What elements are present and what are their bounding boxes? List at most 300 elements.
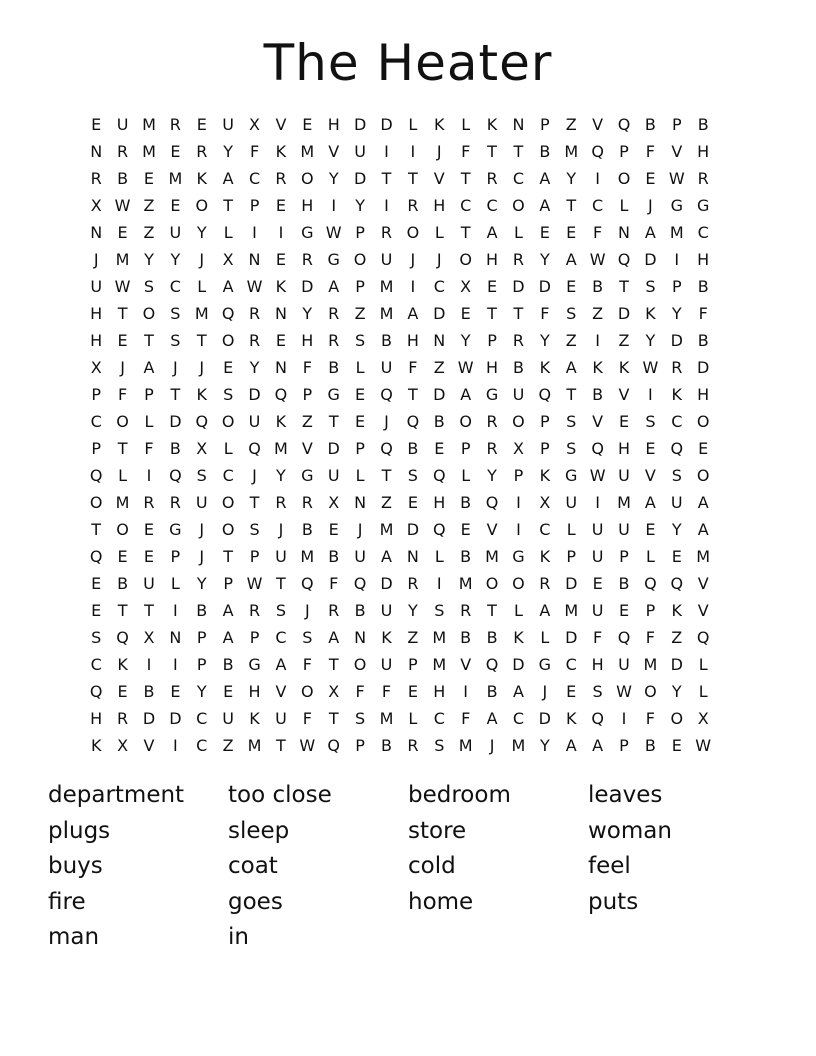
grid-letter: N xyxy=(248,250,261,269)
word-list-item: woman xyxy=(588,817,672,844)
grid-letter: D xyxy=(142,709,156,728)
grid-letter: C xyxy=(222,466,234,485)
grid-letter: B xyxy=(644,736,656,755)
grid-letter: D xyxy=(565,628,578,647)
grid-letter: O xyxy=(670,709,684,728)
grid-letter: N xyxy=(433,331,446,350)
grid-letter: Q xyxy=(195,412,209,431)
grid-letter: B xyxy=(143,682,155,701)
grid-letter: J xyxy=(304,601,310,620)
grid-letter: V xyxy=(618,385,630,404)
grid-letter: R xyxy=(301,250,313,269)
grid-letter: Q xyxy=(696,628,710,647)
grid-letter: A xyxy=(381,547,392,566)
grid-letter: N xyxy=(354,628,367,647)
grid-row xyxy=(83,570,743,597)
grid-letter: D xyxy=(538,709,551,728)
word-list-item: too close xyxy=(228,782,332,808)
grid-letter: C xyxy=(697,223,709,242)
grid-letter: S xyxy=(355,331,366,350)
grid-letter: D xyxy=(433,385,446,404)
grid-letter: G xyxy=(696,196,710,215)
grid-letter: I xyxy=(384,196,389,215)
grid-letter: D xyxy=(644,250,657,269)
grid-letter: F xyxy=(329,574,339,593)
grid-letter: L xyxy=(461,466,471,485)
grid-letter: L xyxy=(408,115,418,134)
word-list-item: sleep xyxy=(228,817,290,844)
grid-letter: T xyxy=(223,196,234,215)
grid-letter: Q xyxy=(538,385,552,404)
grid-letter: A xyxy=(539,169,551,188)
grid-letter: R xyxy=(407,736,419,755)
grid-letter: A xyxy=(539,196,551,215)
grid-letter: S xyxy=(170,331,181,350)
grid-letter: E xyxy=(645,520,656,539)
grid-letter: E xyxy=(618,412,630,431)
grid-letter: A xyxy=(222,277,234,296)
grid-letter: U xyxy=(670,493,683,512)
grid-letter: K xyxy=(486,115,498,134)
grid-letter: U xyxy=(354,547,366,566)
grid-letter: L xyxy=(355,358,365,377)
grid-letter: N xyxy=(354,493,367,512)
grid-letter: E xyxy=(434,439,445,458)
grid-letter: H xyxy=(301,331,314,350)
grid-letter: B xyxy=(592,277,604,296)
grid-letter: M xyxy=(194,304,209,323)
grid-letter: U xyxy=(591,520,604,539)
grid-letter: K xyxy=(275,277,287,296)
grid-letter: E xyxy=(143,169,155,188)
grid-letter: X xyxy=(222,250,234,269)
grid-letter: A xyxy=(143,358,155,377)
grid-letter: V xyxy=(486,520,498,539)
grid-letter: B xyxy=(301,520,313,539)
grid-letter: U xyxy=(222,709,234,728)
grid-letter: S xyxy=(302,628,313,647)
grid-letter: E xyxy=(170,142,181,161)
grid-letter: O xyxy=(485,574,499,593)
grid-letter: C xyxy=(196,709,208,728)
grid-letter: I xyxy=(595,493,600,512)
grid-letter: W xyxy=(114,196,131,215)
grid-letter: J xyxy=(199,358,205,377)
grid-letter: T xyxy=(513,142,524,161)
grid-letter: Q xyxy=(670,574,684,593)
grid-letter: F xyxy=(302,709,312,728)
grid-letter: Z xyxy=(671,628,683,647)
grid-letter: J xyxy=(173,358,178,377)
grid-letter: D xyxy=(670,655,683,674)
grid-letter: A xyxy=(328,628,340,647)
grid-letter: R xyxy=(248,601,261,620)
grid-letter: U xyxy=(354,142,366,161)
grid-letter: B xyxy=(697,277,709,296)
grid-letter: E xyxy=(407,493,418,512)
grid-letter: T xyxy=(223,547,234,566)
grid-letter: H xyxy=(301,196,314,215)
grid-letter: O xyxy=(142,304,156,323)
grid-letter: A xyxy=(328,277,340,296)
grid-letter: M xyxy=(379,277,394,296)
grid-letter: V xyxy=(697,601,709,620)
grid-letter: B xyxy=(697,331,709,350)
grid-letter: O xyxy=(696,412,710,431)
grid-letter: I xyxy=(648,385,653,404)
grid-letter: N xyxy=(90,142,103,161)
grid-letter: D xyxy=(565,574,578,593)
grid-letter: E xyxy=(143,547,155,566)
grid-letter: I xyxy=(146,655,152,674)
grid-letter: M xyxy=(564,142,579,161)
grid-letter: E xyxy=(275,331,286,350)
grid-letter: L xyxy=(118,466,128,485)
grid-letter: L xyxy=(645,547,655,566)
grid-letter: U xyxy=(380,601,393,620)
grid-letter: S xyxy=(143,277,155,296)
grid-letter: P xyxy=(144,385,154,404)
grid-letter: E xyxy=(117,331,128,350)
grid-letter: Y xyxy=(170,250,181,269)
grid-letter: L xyxy=(461,115,471,134)
grid-letter: R xyxy=(248,304,261,323)
grid-letter: S xyxy=(671,466,682,485)
grid-letter: S xyxy=(170,304,181,323)
grid-letter: T xyxy=(460,169,471,188)
grid-letter: N xyxy=(618,223,630,242)
grid-letter: E xyxy=(117,682,128,701)
grid-letter: I xyxy=(173,601,178,620)
grid-letter: C xyxy=(592,196,604,215)
grid-letter: F xyxy=(408,358,418,377)
word-list-item: leaves xyxy=(588,782,663,808)
grid-letter: S xyxy=(91,628,102,647)
grid-row xyxy=(83,435,743,462)
grid-letter: K xyxy=(592,358,603,377)
grid-letter: E xyxy=(645,439,656,458)
grid-letter: G xyxy=(670,196,683,215)
grid-letter: J xyxy=(410,250,416,269)
grid-letter: P xyxy=(170,547,181,566)
grid-letter: Y xyxy=(302,304,313,323)
grid-letter: F xyxy=(540,304,550,323)
word-list-item: coat xyxy=(228,853,278,879)
grid-letter: T xyxy=(513,304,524,323)
grid-letter: P xyxy=(223,574,233,593)
grid-letter: A xyxy=(486,223,498,242)
grid-letter: H xyxy=(486,358,499,377)
grid-letter: E xyxy=(170,682,181,701)
grid-letter: P xyxy=(540,412,550,431)
grid-letter: R xyxy=(275,169,287,188)
grid-letter: V xyxy=(143,736,155,755)
grid-row xyxy=(83,624,743,651)
grid-letter: P xyxy=(249,196,260,215)
grid-letter: O xyxy=(512,196,525,215)
grid-letter: U xyxy=(618,466,630,485)
grid-letter: T xyxy=(117,601,128,620)
grid-letter: A xyxy=(697,520,709,539)
grid-letter: U xyxy=(380,358,393,377)
grid-letter: R xyxy=(169,493,181,512)
grid-letter: O xyxy=(696,466,710,485)
word-list-item: feel xyxy=(588,853,631,879)
grid-letter: D xyxy=(353,115,367,134)
grid-letter: L xyxy=(197,277,207,296)
word-list xyxy=(48,778,788,956)
grid-letter: J xyxy=(93,250,99,269)
grid-letter: T xyxy=(407,385,418,404)
word-list-item: cold xyxy=(408,853,456,879)
grid-letter: S xyxy=(407,466,418,485)
grid-letter: G xyxy=(301,466,314,485)
grid-letter: I xyxy=(410,142,416,161)
grid-letter: L xyxy=(566,520,576,539)
grid-letter: O xyxy=(512,412,525,431)
grid-letter: T xyxy=(117,439,128,458)
grid-row xyxy=(83,327,743,354)
grid-letter: D xyxy=(301,277,314,296)
grid-letter: M xyxy=(485,547,499,566)
grid-letter: Y xyxy=(223,142,234,161)
grid-letter: H xyxy=(90,709,103,728)
grid-letter: P xyxy=(91,439,102,458)
grid-letter: E xyxy=(91,601,102,620)
grid-letter: T xyxy=(566,196,577,215)
grid-letter: W xyxy=(589,466,606,485)
grid-letter: O xyxy=(195,196,209,215)
grid-letter: H xyxy=(90,331,103,350)
grid-row xyxy=(83,381,743,408)
grid-letter: O xyxy=(221,493,235,512)
grid-letter: W xyxy=(299,736,316,755)
grid-letter: P xyxy=(249,547,260,566)
grid-letter: B xyxy=(460,493,472,512)
grid-letter: Q xyxy=(380,439,393,458)
grid-letter: T xyxy=(249,493,260,512)
word-list-item: home xyxy=(408,888,474,915)
grid-letter: V xyxy=(644,466,656,485)
grid-letter: I xyxy=(278,223,284,242)
grid-letter: P xyxy=(196,655,207,674)
grid-letter: A xyxy=(565,358,577,377)
grid-letter: H xyxy=(327,115,340,134)
grid-letter: P xyxy=(460,439,471,458)
grid-letter: Y xyxy=(645,331,656,350)
grid-letter: O xyxy=(459,250,472,269)
grid-row xyxy=(83,651,743,678)
grid-letter: D xyxy=(353,169,367,188)
grid-letter: K xyxy=(539,466,551,485)
grid-letter: E xyxy=(566,223,577,242)
grid-letter: S xyxy=(223,385,234,404)
grid-letter: X xyxy=(90,196,102,215)
grid-letter: R xyxy=(512,331,524,350)
grid-letter: R xyxy=(697,169,709,188)
grid-letter: N xyxy=(169,628,182,647)
grid-letter: O xyxy=(301,169,314,188)
grid-letter: Y xyxy=(671,304,682,323)
grid-letter: Q xyxy=(353,574,367,593)
grid-letter: Q xyxy=(485,493,499,512)
word-list-item: fire xyxy=(48,888,86,915)
grid-letter: L xyxy=(408,709,418,728)
grid-letter: I xyxy=(331,196,337,215)
grid-letter: E xyxy=(170,196,181,215)
grid-letter: S xyxy=(434,601,445,620)
word-list-item: man xyxy=(48,924,100,950)
grid-letter: P xyxy=(355,439,365,458)
grid-letter: M xyxy=(142,115,156,134)
grid-letter: B xyxy=(328,358,340,377)
grid-row xyxy=(83,462,743,489)
grid-letter: R xyxy=(407,196,419,215)
grid-letter: A xyxy=(565,736,577,755)
grid-letter: T xyxy=(328,709,339,728)
grid-letter: U xyxy=(591,601,604,620)
grid-letter: E xyxy=(143,520,155,539)
grid-letter: I xyxy=(516,520,521,539)
grid-letter: S xyxy=(249,520,260,539)
grid-letter: Y xyxy=(407,601,418,620)
grid-letter: R xyxy=(117,142,129,161)
grid-letter: K xyxy=(196,385,207,404)
page-title: The Heater xyxy=(263,34,553,92)
grid-letter: E xyxy=(698,439,709,458)
grid-letter: B xyxy=(407,439,419,458)
grid-letter: Y xyxy=(539,736,550,755)
grid-letter: U xyxy=(169,223,182,242)
grid-letter: T xyxy=(381,169,392,188)
grid-letter: G xyxy=(565,466,578,485)
grid-letter: A xyxy=(539,601,551,620)
grid-letter: O xyxy=(644,682,657,701)
grid-letter: P xyxy=(513,466,524,485)
grid-letter: L xyxy=(698,682,708,701)
grid-row xyxy=(83,597,743,624)
grid-letter: B xyxy=(486,682,498,701)
grid-letter: M xyxy=(274,439,288,458)
grid-letter: L xyxy=(434,547,444,566)
grid-letter: H xyxy=(433,682,446,701)
grid-letter: E xyxy=(460,520,471,539)
grid-letter: J xyxy=(120,358,125,377)
grid-letter: Q xyxy=(432,520,446,539)
grid-letter: D xyxy=(617,304,631,323)
word-list-item: plugs xyxy=(48,817,111,844)
grid-letter: I xyxy=(410,277,416,296)
grid-letter: I xyxy=(621,709,627,728)
grid-letter: X xyxy=(512,439,524,458)
grid-letter: G xyxy=(169,520,182,539)
grid-letter: U xyxy=(565,493,578,512)
grid-letter: E xyxy=(487,277,498,296)
grid-letter: I xyxy=(384,142,389,161)
grid-letter: K xyxy=(90,736,102,755)
grid-letter: U xyxy=(380,250,393,269)
grid-letter: T xyxy=(170,385,181,404)
grid-row xyxy=(83,705,743,732)
grid-letter: U xyxy=(275,709,287,728)
grid-letter: U xyxy=(512,385,525,404)
grid-letter: I xyxy=(173,655,178,674)
grid-letter: T xyxy=(144,601,154,620)
grid-letter: E xyxy=(618,601,630,620)
grid-letter: E xyxy=(355,385,366,404)
grid-letter: U xyxy=(591,547,604,566)
grid-letter: S xyxy=(566,439,577,458)
grid-letter: A xyxy=(697,493,709,512)
grid-letter: P xyxy=(671,277,682,296)
grid-letter: S xyxy=(566,412,577,431)
grid-letter: R xyxy=(143,493,155,512)
grid-letter: O xyxy=(221,412,235,431)
grid-letter: E xyxy=(275,250,286,269)
grid-letter: F xyxy=(302,655,312,674)
grid-letter: E xyxy=(355,412,366,431)
grid-letter: I xyxy=(595,331,600,350)
grid-letter: E xyxy=(302,115,313,134)
grid-letter: S xyxy=(434,736,445,755)
grid-letter: O xyxy=(512,574,525,593)
grid-letter: W xyxy=(114,277,131,296)
grid-letter: Y xyxy=(196,682,207,701)
grid-letter: M xyxy=(617,493,631,512)
grid-letter: J xyxy=(199,547,205,566)
grid-letter: V xyxy=(275,115,287,134)
grid-letter: D xyxy=(169,709,182,728)
grid-letter: Q xyxy=(221,304,235,323)
grid-letter: F xyxy=(144,439,154,458)
word-list-item: department xyxy=(48,782,185,808)
grid-letter: T xyxy=(487,142,497,161)
grid-letter: U xyxy=(275,547,287,566)
grid-letter: F xyxy=(461,142,471,161)
grid-letter: F xyxy=(698,304,708,323)
grid-letter: M xyxy=(511,736,526,755)
grid-letter: L xyxy=(513,601,523,620)
grid-letter: K xyxy=(434,115,445,134)
grid-letter: Z xyxy=(381,493,392,512)
grid-letter: Q xyxy=(327,736,340,755)
grid-letter: L xyxy=(619,196,629,215)
grid-letter: G xyxy=(327,250,340,269)
grid-letter: Q xyxy=(617,115,631,134)
grid-letter: D xyxy=(512,655,525,674)
grid-letter: B xyxy=(381,331,392,350)
word-list-item: in xyxy=(228,924,249,950)
grid-letter: P xyxy=(566,547,577,566)
grid-letter: Z xyxy=(222,736,234,755)
grid-letter: Y xyxy=(144,250,154,269)
grid-letter: E xyxy=(117,223,128,242)
grid-letter: P xyxy=(355,223,365,242)
grid-letter: Q xyxy=(406,412,420,431)
grid-letter: X xyxy=(249,115,261,134)
grid-letter: K xyxy=(196,169,207,188)
grid-letter: J xyxy=(278,520,284,539)
grid-letter: M xyxy=(115,250,130,269)
grid-letter: J xyxy=(648,196,653,215)
grid-letter: M xyxy=(458,574,473,593)
grid-letter: M xyxy=(168,169,183,188)
grid-letter: L xyxy=(434,223,444,242)
grid-letter: X xyxy=(117,736,129,755)
grid-letter: P xyxy=(619,142,629,161)
grid-letter: A xyxy=(275,655,287,674)
grid-letter: Q xyxy=(274,385,288,404)
